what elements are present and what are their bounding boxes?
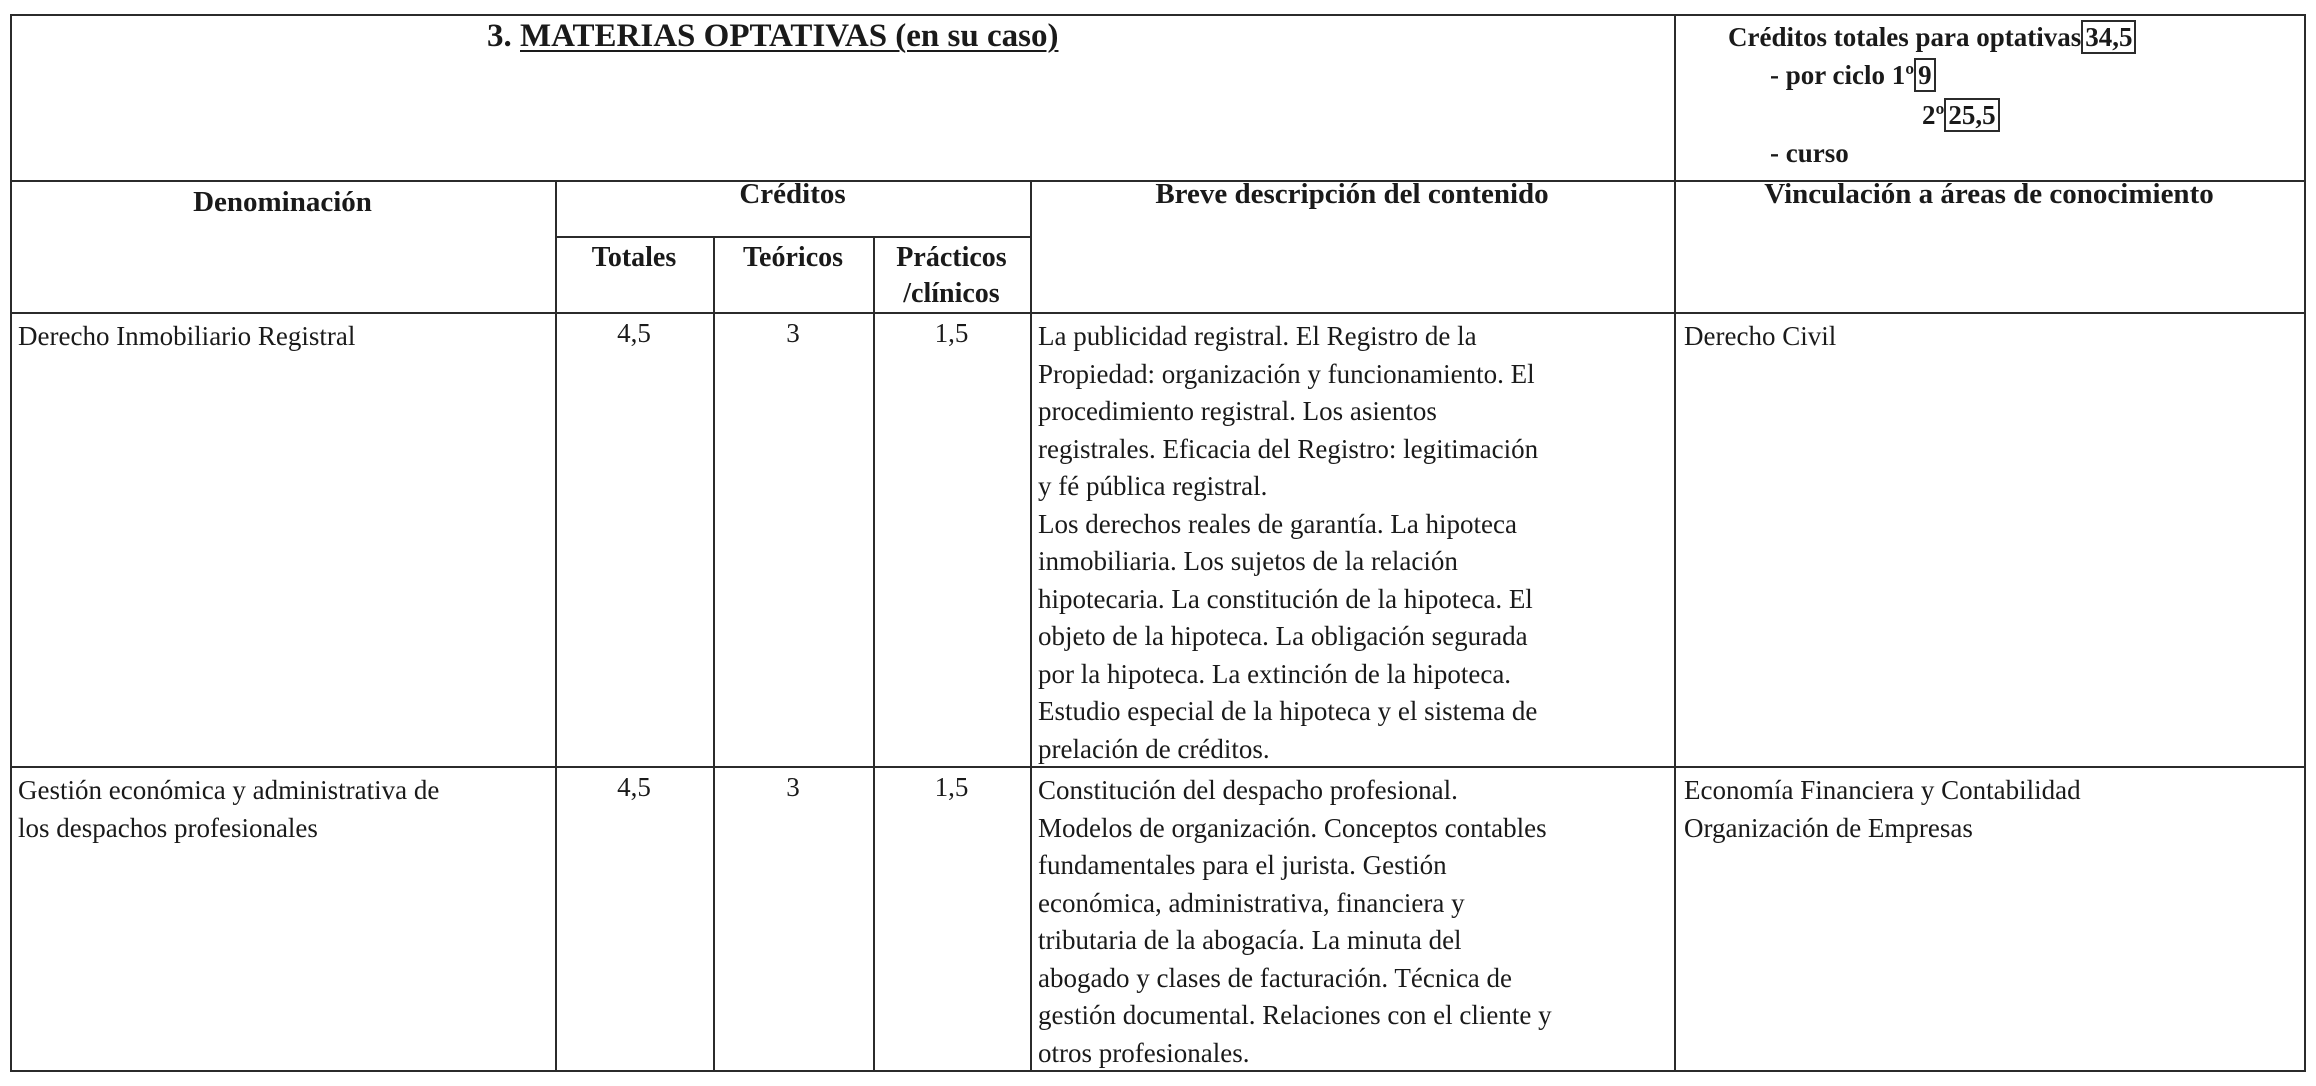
col-rule-vinculacion <box>1674 14 1676 1072</box>
column-header-rule <box>10 312 2306 314</box>
header-practicos-line1: Prácticos <box>896 242 1007 273</box>
row1-desc-line: Propiedad: organización y funcionamiento. El <box>1038 358 1535 389</box>
row1-desc-line: La publicidad registral. El Registro de la <box>1038 321 1477 351</box>
row1-desc-line: hipotecaria. La constitución de la hipoteca. El <box>1038 583 1533 614</box>
ciclo2-label: 2º <box>1922 100 1945 130</box>
header-vinculacion: Vinculación a áreas de conocimiento <box>1764 178 2214 210</box>
section-title-text: MATERIAS OPTATIVAS (en su caso) <box>520 18 1059 54</box>
col-rule-creditos <box>555 180 557 1072</box>
credits-total-label: Créditos totales para optativas <box>1728 22 2082 52</box>
section-title <box>487 18 1058 55</box>
row1-desc-line: registrales. Eficacia del Registro: legitimación <box>1038 433 1539 464</box>
row2-name-line: los despachos profesionales <box>18 812 318 843</box>
table-border-left <box>10 14 12 1072</box>
header-creditos: Créditos <box>739 178 846 210</box>
row1-name-line: Derecho Inmobiliario Registral <box>18 321 356 351</box>
row2-teoricos: 3 <box>786 772 800 802</box>
header-descripcion: Breve descripción del contenido <box>1155 178 1549 210</box>
ciclo1-value: 9 <box>1914 58 1936 92</box>
row2-desc-line: Constitución del despacho profesional. <box>1038 775 1458 805</box>
row1-teoricos: 3 <box>786 318 800 348</box>
credits-curso <box>1770 138 1849 169</box>
row2-area-line: Organización de Empresas <box>1684 812 1973 843</box>
table-border-top <box>10 14 2306 16</box>
row2-vinculacion <box>1684 772 2081 847</box>
row1-desc-line: por la hipoteca. La extinción de la hipoteca. <box>1038 658 1512 689</box>
row1-area-line: Derecho Civil <box>1684 321 1837 351</box>
header-practicos <box>873 240 1030 312</box>
row2-desc-line: económica, administrativa, financiera y <box>1038 887 1465 918</box>
curso-label: - curso <box>1770 138 1849 168</box>
row2-desc-line: otros profesionales. <box>1038 1037 1250 1068</box>
row2-descripcion <box>1038 772 1552 1072</box>
row1-desc-line: objeto de la hipoteca. La obligación segurada <box>1038 621 1528 651</box>
row2-totales: 4,5 <box>617 772 651 802</box>
credits-total-value: 34,5 <box>2081 20 2136 54</box>
header-teoricos: Teóricos <box>742 242 844 273</box>
section-number: 3. <box>487 18 512 54</box>
row2-denominacion <box>18 772 439 847</box>
table-border-right <box>2304 14 2306 1072</box>
credits-total <box>1728 22 2136 53</box>
ciclo1-label: 1º <box>1891 60 1915 90</box>
row1-vinculacion <box>1684 318 1836 356</box>
header-practicos-line2: /clínicos <box>903 278 1000 309</box>
header-denominacion: Denominación <box>193 186 372 218</box>
row2-desc-line: gestión documental. Relaciones con el cliente y <box>1038 1000 1552 1030</box>
row1-desc-line: prelación de créditos. <box>1038 733 1270 764</box>
credits-ciclo1 <box>1770 60 1936 91</box>
ciclo-label: - por ciclo <box>1770 60 1885 90</box>
row2-area-line: Economía Financiera y Contabilidad <box>1684 775 2081 805</box>
row2-desc-line: fundamentales para el jurista. Gestión <box>1038 850 1447 880</box>
row1-descripcion <box>1038 318 1538 768</box>
row1-denominacion <box>18 318 355 356</box>
row1-totales: 4,5 <box>617 318 651 348</box>
row2-name-line: Gestión económica y administrativa de <box>18 775 440 805</box>
row2-desc-line: Modelos de organización. Conceptos contables <box>1038 812 1547 843</box>
row1-desc-line: inmobiliaria. Los sujetos de la relación <box>1038 546 1458 576</box>
ciclo2-value: 25,5 <box>1944 98 1999 132</box>
row2-practicos: 1,5 <box>934 772 969 802</box>
row1-desc-line: Los derechos reales de garantía. La hipoteca <box>1038 508 1518 539</box>
col-rule-descripcion <box>1030 180 1032 1072</box>
row1-desc-line: procedimiento registral. Los asientos <box>1038 396 1437 426</box>
row1-desc-line: y fé pública registral. <box>1038 471 1268 501</box>
header-totales: Totales <box>591 242 677 273</box>
col-rule-teoricos <box>713 236 715 1072</box>
col-rule-practicos <box>873 236 875 1072</box>
row1-desc-line: Estudio especial de la hipoteca y el sistema de <box>1038 696 1538 726</box>
creditos-subheader-rule <box>555 236 1030 238</box>
optional-subjects-table <box>10 14 2306 1074</box>
credits-ciclo2 <box>1922 100 2000 131</box>
row2-desc-line: abogado y clases de facturación. Técnica de <box>1038 962 1513 993</box>
row1-practicos: 1,5 <box>934 318 969 348</box>
row2-desc-line: tributaria de la abogacía. La minuta del <box>1038 925 1462 955</box>
